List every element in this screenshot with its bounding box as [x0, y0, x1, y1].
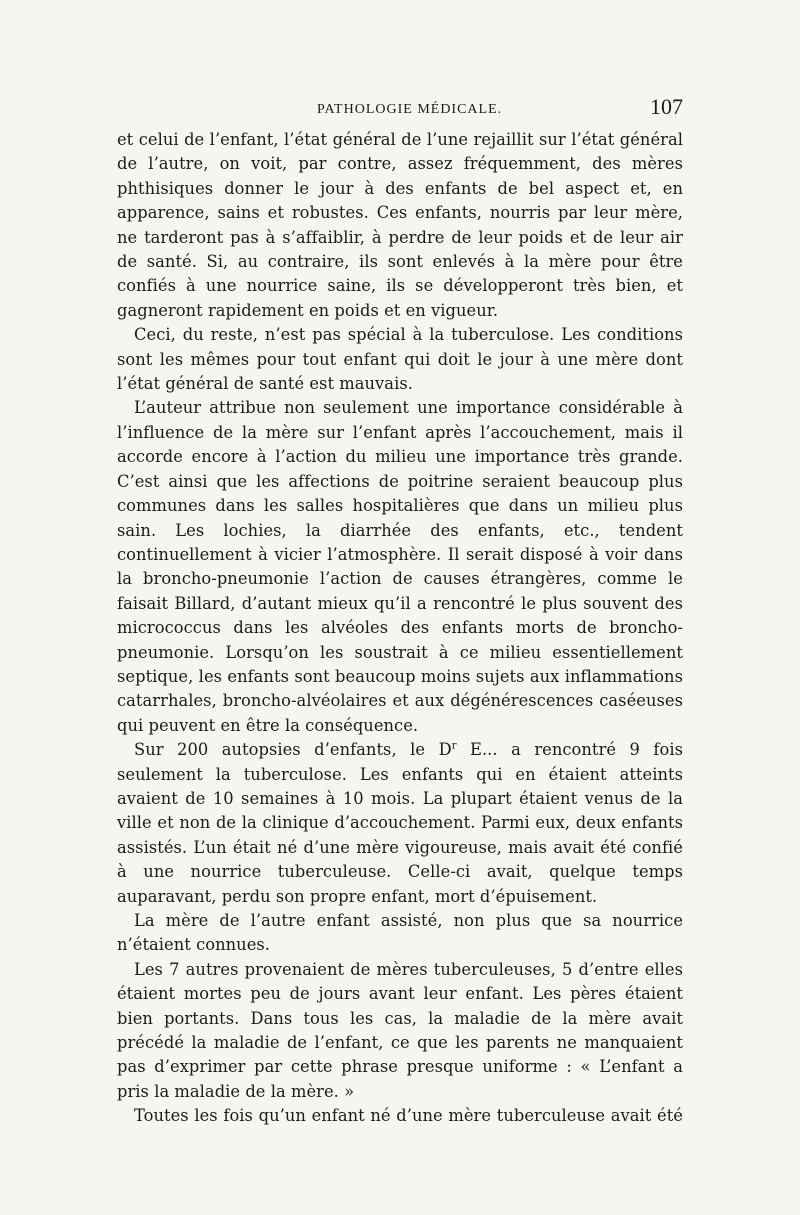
paragraph: La mère de l’autre enfant assisté, non plus que sa nourrice n’étaient connues.: [117, 911, 683, 955]
paragraph: [117, 738, 683, 909]
paragraph: Ceci, du reste, n’est pas spécial à la tuberculose. Les conditions sont les mêmes pour tout enfant qui doit le jour à une mère dont l’état général de santé est mauvais.: [117, 325, 683, 394]
book-page: [117, 94, 683, 1129]
running-head: PATHOLOGIE MÉDICALE.: [317, 102, 503, 117]
body-text: [117, 128, 683, 1129]
paragraph: Les 7 autres provenaient de mères tuberculeuses, 5 d’entre elles étaient mortes peu de jours avant leur enfant. Les pères étaient bien portants. Dans tous les cas, la maladie de la mère avait précédé la maladie de l’enfant, ce que les parents ne manquaient pas d’exprimer par cette phrase presque uniforme : « L’enfant a pris la maladie de la mère. »: [117, 959, 683, 1101]
superscript: r: [451, 740, 457, 752]
page-header: [117, 94, 683, 128]
page-number: 107: [650, 94, 683, 119]
paragraph-text: Sur 200 autopsies d’enfants, le D: [134, 740, 452, 760]
paragraph-text: E... a rencontré 9 fois seulement la tuberculose. Les enfants qui en étaient atteints avaient de 10 semaines à 10 mois. La plupart étaient venus de la ville et non de la clinique d’accouchement. Parmi eux, deux enfants assistés. L’un était né d’une mère vigoureuse, mais avait été confié à une nourrice tuberculeuse. Celle-ci avait, quelque temps auparavant, perdu son propre enfant, mort d’épuisement.: [117, 740, 683, 906]
paragraph: et celui de l’enfant, l’état général de l’une rejaillit sur l’état général de l’autre, on voit, par contre, assez fréquemment, des mères phthisiques donner le jour à des enfants de bel aspect et, en apparence, sains et robustes. Ces enfants, nourris par leur mère, ne tarderont pas à s’affaiblir, à perdre de leur poids et de leur air de santé. Si, au contraire, ils sont enlevés à la mère pour être confiés à une nourrice saine, ils se développeront très bien, et gagneront rapidement en poids et en vigueur.: [117, 130, 683, 320]
paragraph: Toutes les fois qu’un enfant né d’une mère tuberculeuse avait été: [134, 1106, 683, 1126]
paragraph: L’auteur attribue non seulement une importance considérable à l’influence de la mère sur l’enfant après l’accouchement, mais il accorde encore à l’action du milieu une importance très grande. C’est ainsi que les affections de poitrine seraient beaucoup plus communes dans les salles hospitalières que dans un milieu plus sain. Les lochies, la diarrhée des enfants, etc., tendent continuellement à vicier l’atmosphère. Il serait disposé à voir dans la broncho-pneumonie l’action de causes étrangères, comme le faisait Billard, d’autant mieux qu’il a rencontré le plus souvent des micrococcus dans les alvéoles des enfants morts de broncho-pneumonie. Lorsqu’on les soustrait à ce milieu essentiellement septique, les enfants sont beaucoup moins sujets aux inflammations catarrhales, broncho-alvéolaires et aux dégénérescences caséeuses qui peuvent en être la conséquence.: [117, 398, 683, 735]
